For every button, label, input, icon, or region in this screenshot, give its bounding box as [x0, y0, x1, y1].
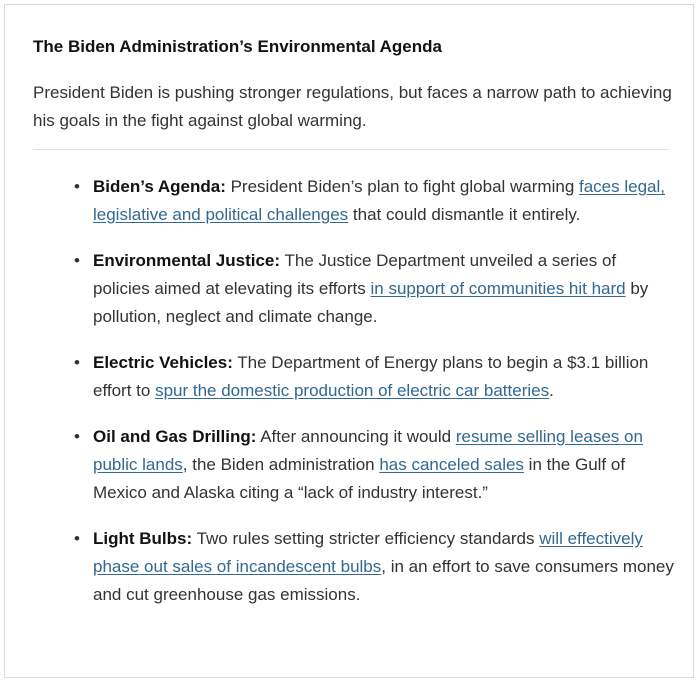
bullet-text: Two rules setting stricter efficiency standards: [192, 529, 540, 548]
bullet-text: , in an effort to save consumers money and cut greenhouse gas emissions.: [93, 557, 674, 604]
bullet-dot-icon: •: [74, 353, 80, 372]
list-item: [71, 525, 676, 609]
bullet-text: , the Biden administration: [182, 455, 380, 474]
article-link[interactable]: faces legal, legislative and political challenges: [93, 177, 665, 224]
article-link[interactable]: spur the domestic production of electric car batteries: [155, 381, 550, 400]
list-item: [71, 173, 676, 229]
bullet-text: The Department of Energy plans to begin a $3.1 billion effort to: [93, 353, 649, 400]
bullet-dot-icon: •: [74, 177, 80, 196]
article-link[interactable]: in support of communities hit hard: [370, 279, 626, 298]
bullet-dot-icon: •: [74, 529, 80, 548]
bullet-label: Oil and Gas Drilling:: [93, 427, 257, 446]
page-title: The Biden Administration’s Environmental Agenda: [33, 37, 442, 56]
bullet-text: by pollution, neglect and climate change.: [93, 279, 649, 326]
bullet-dot-icon: •: [74, 251, 80, 270]
agenda-bullet-list: [71, 173, 676, 627]
list-item: [71, 247, 676, 331]
bullet-text: in the Gulf of Mexico and Alaska citing a “lack of industry interest.”: [93, 455, 626, 502]
bullet-text: President Biden’s plan to fight global warming: [225, 177, 579, 196]
bullet-text: After announcing it would: [256, 427, 456, 446]
list-item: [71, 423, 676, 507]
bullet-label: Biden’s Agenda:: [93, 177, 226, 196]
bullet-label: Environmental Justice:: [93, 251, 281, 270]
article-link[interactable]: resume selling leases on public lands: [93, 427, 643, 474]
bullet-text: that could dismantle it entirely.: [348, 205, 581, 224]
bullet-text: The Justice Department unveiled a series of policies aimed at elevating its efforts: [93, 251, 617, 298]
bullet-label: Electric Vehicles:: [93, 353, 233, 372]
summary-text: President Biden is pushing stronger regulations, but faces a narrow path to achieving his goals in the fight against global warming.: [33, 83, 672, 130]
bullet-dot-icon: •: [74, 427, 80, 446]
list-item: [71, 349, 676, 405]
article-card: [4, 4, 694, 678]
article-link[interactable]: has canceled sales: [379, 455, 524, 474]
article-link[interactable]: will effectively phase out sales of incandescent bulbs: [93, 529, 643, 576]
bullet-label: Light Bulbs:: [93, 529, 193, 548]
bullet-text: .: [549, 381, 554, 400]
divider: [33, 149, 669, 150]
